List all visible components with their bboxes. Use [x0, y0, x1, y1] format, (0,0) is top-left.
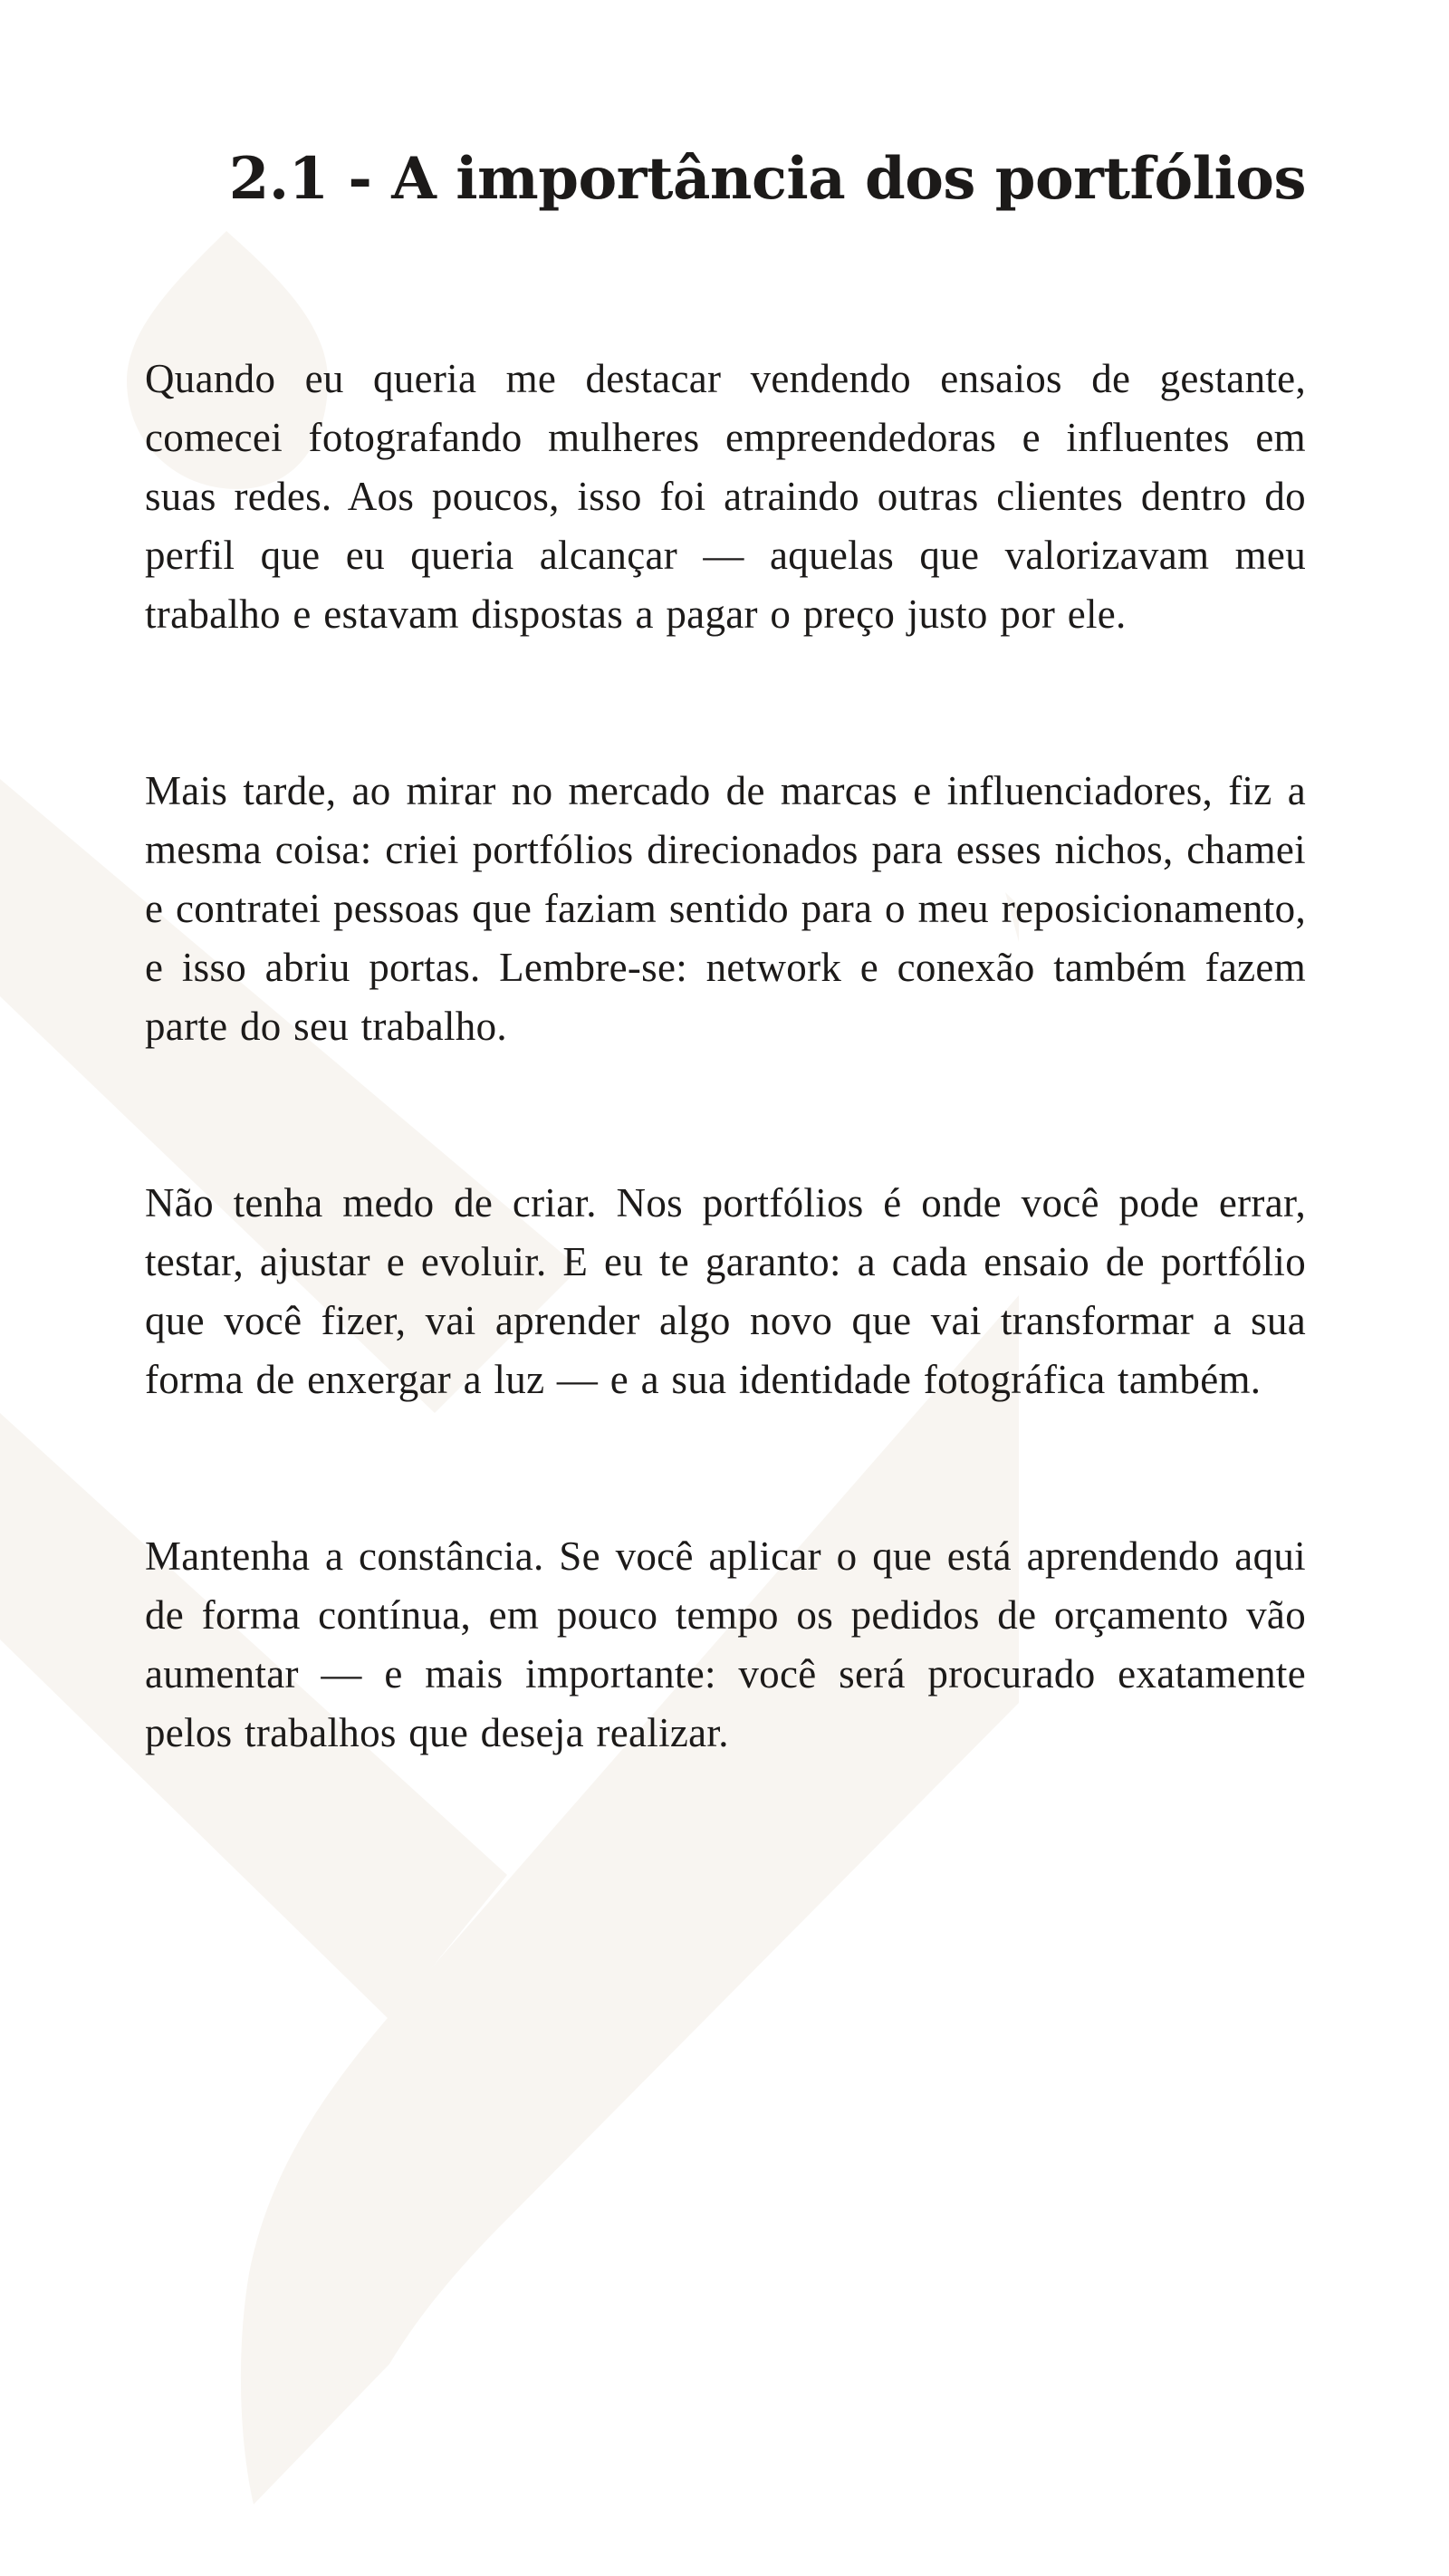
body-text	[145, 350, 1306, 1763]
paragraph-3: Não tenha medo de criar. Nos portfólios é onde você pode errar, testar, ajustar e evoluir. E eu te garanto: a cada ensaio de portfólio que você fizer, vai aprender algo novo que vai transformar a sua forma de enxergar a luz — e a sua identidade fotográfica também.	[145, 1180, 1306, 1402]
page-content	[145, 0, 1306, 1880]
paragraph-1: Quando eu queria me destacar vendendo ensaios de gestante, comecei fotografando mulheres empreendedoras e influentes em suas redes. Aos poucos, isso foi atraindo outras clientes dentro do perfil que eu queria alcançar — aquelas que valorizavam meu trabalho e estavam dispostas a pagar o preço justo por ele.	[145, 356, 1306, 637]
paragraph-4: Mantenha a constância. Se você aplicar o que está aprendendo aqui de forma contínua, em pouco tempo os pedidos de orçamento vão aumentar — e mais importante: você será procurado exatamente pelos trabalhos que deseja realizar.	[145, 1533, 1306, 1755]
paragraph-2: Mais tarde, ao mirar no mercado de marcas e influenciadores, fiz a mesma coisa: criei portfólios direcionados para esses nichos, chamei e contratei pessoas que faziam sentido para o meu reposicionamento, e isso abriu portas. Lembre-se: network e conexão também fazem parte do seu trabalho.	[145, 768, 1306, 1049]
page-title: 2.1 - A importância dos portfólios	[228, 145, 1306, 213]
